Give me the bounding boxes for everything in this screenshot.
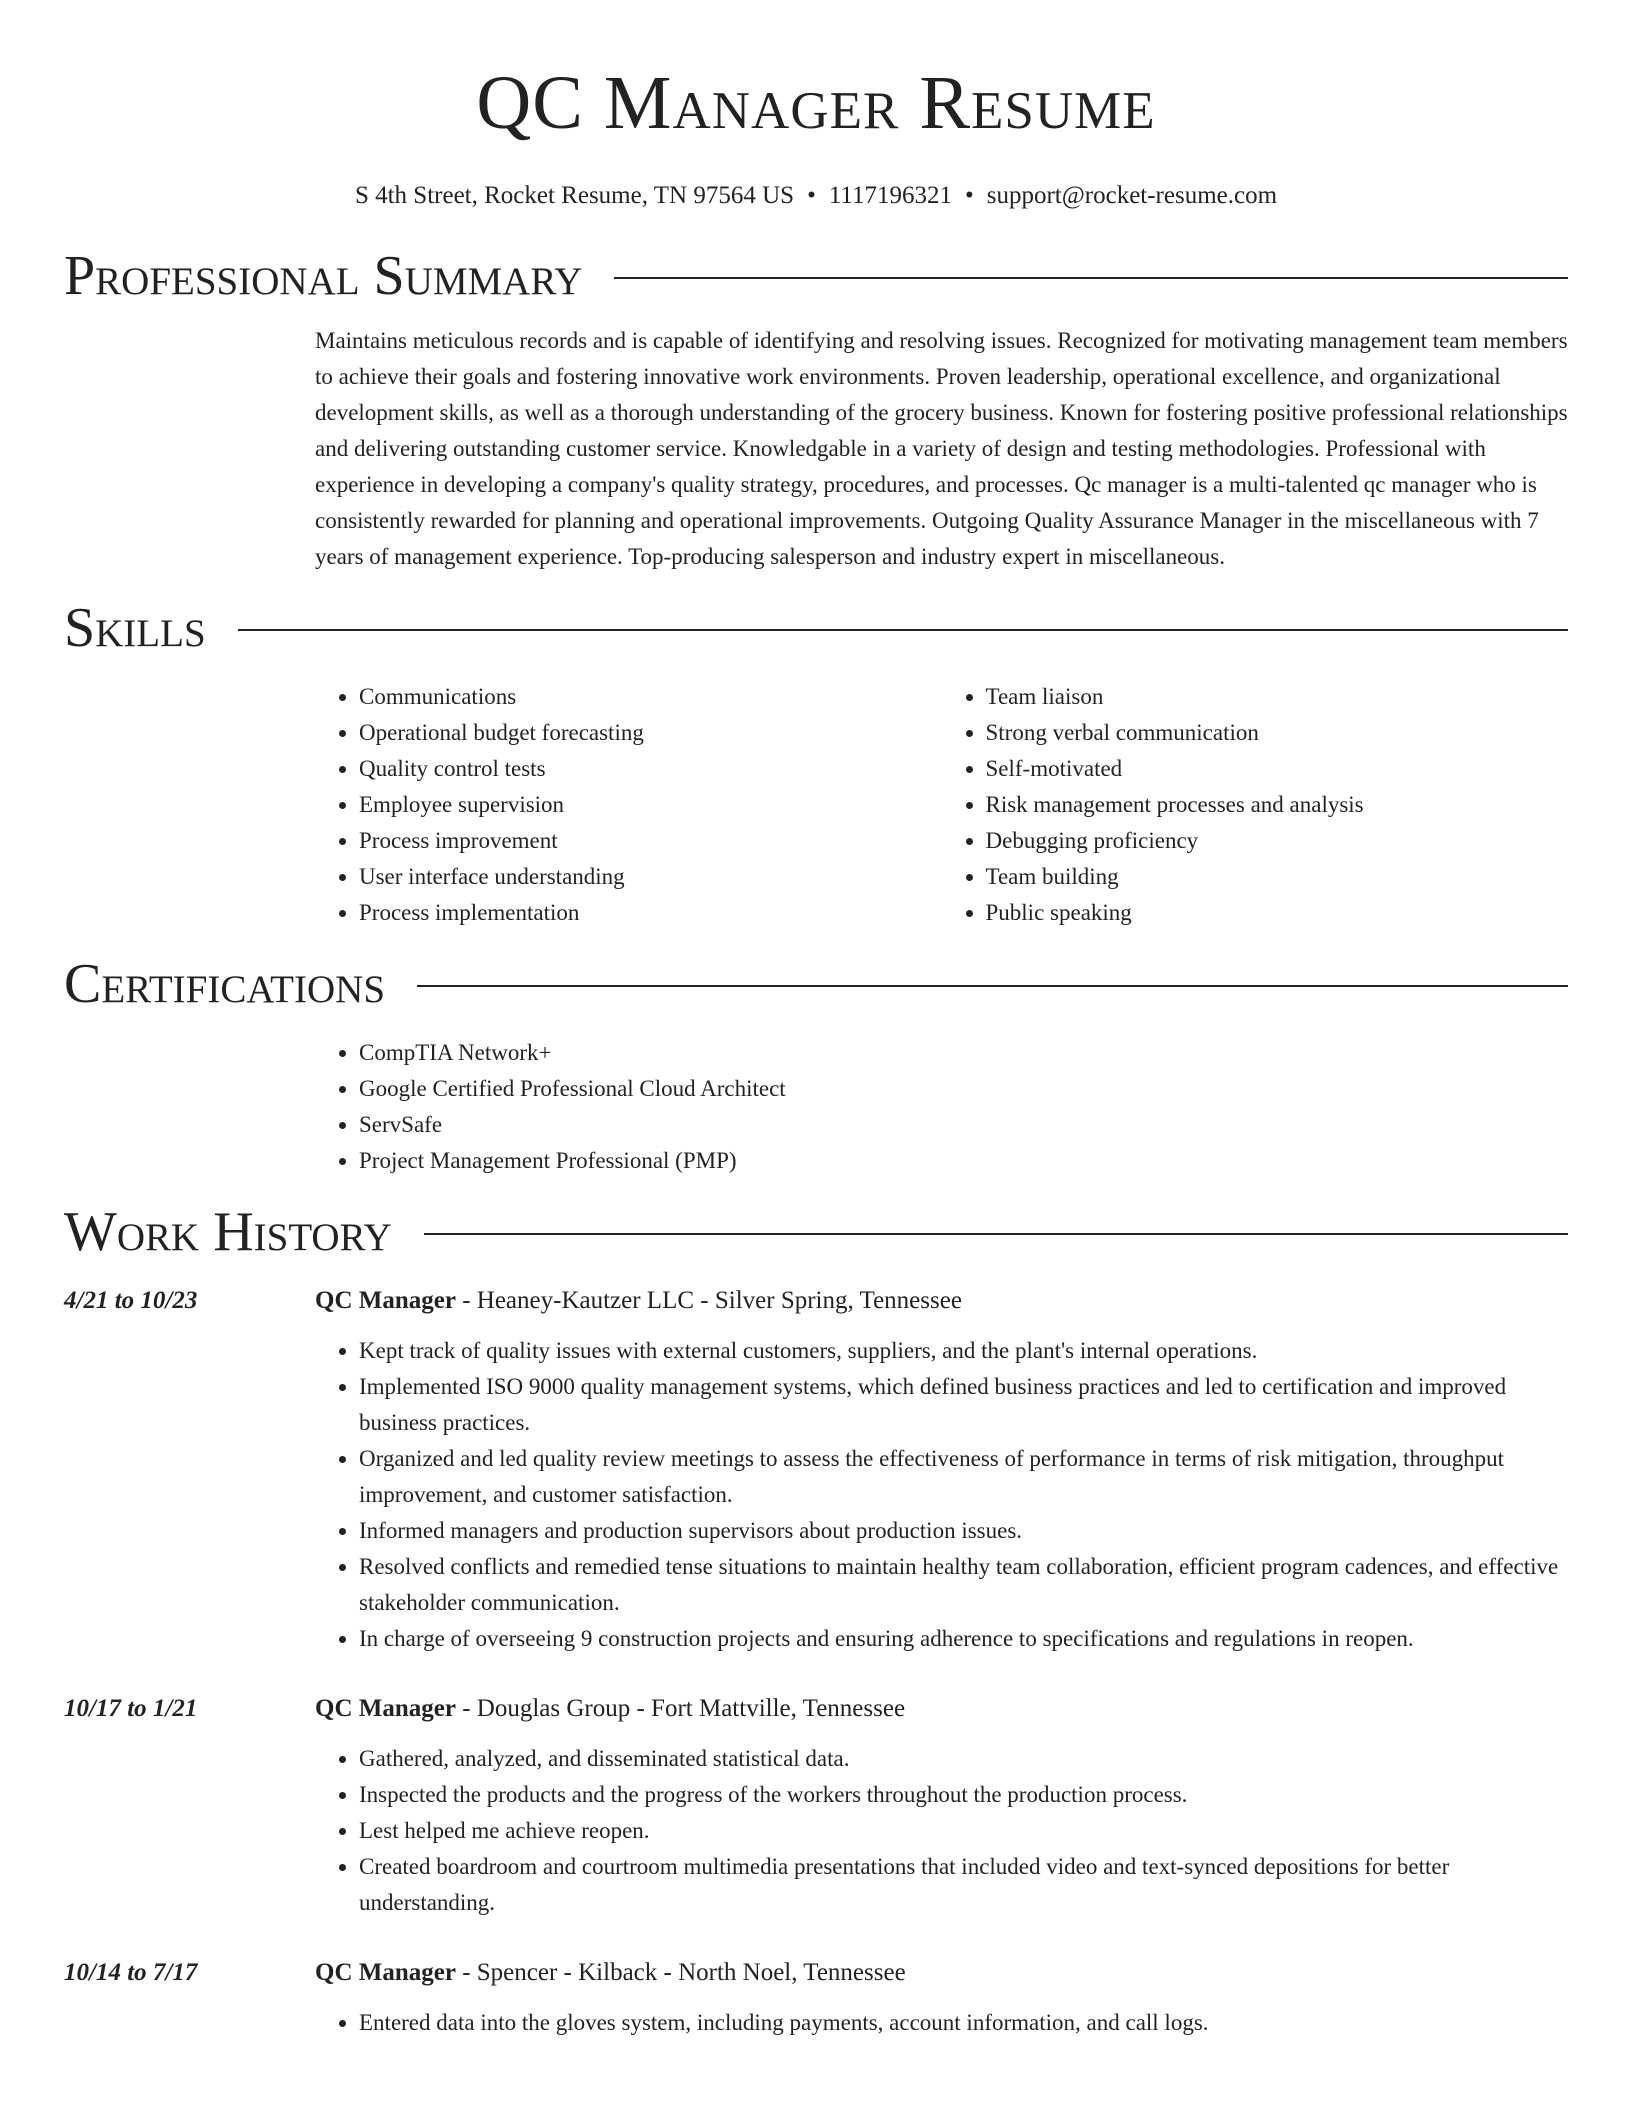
list-item: • Strong verbal communication (986, 715, 1569, 751)
job-dates: 10/17 to 1/21 (64, 1695, 198, 1722)
work-section-header (64, 1199, 1568, 1265)
job-title: QC Manager (315, 1959, 456, 1986)
list-item: • Kept track of quality issues with external customers, suppliers, and the plant's internal operations. (359, 1333, 1568, 1369)
job-employer-location: - Spencer - Kilback - North Noel, Tennessee (455, 1959, 906, 1986)
contact-separator: • (964, 182, 974, 209)
list-item: • Informed managers and production supervisors about production issues. (359, 1513, 1568, 1549)
list-item: • Entered data into the gloves system, including payments, account information, and call logs. (359, 2005, 1568, 2041)
skills-heading: Skills (64, 597, 206, 659)
job-title: QC Manager (315, 1287, 456, 1314)
certifications-list (315, 1035, 1568, 1179)
job-bullet-list (315, 2005, 1568, 2041)
summary-heading: Professional Summary (64, 245, 583, 307)
job-employer-location: - Heaney-Kautzer LLC - Silver Spring, Tennessee (455, 1287, 962, 1314)
certifications-body (315, 1035, 1568, 1179)
job-title: QC Manager (315, 1695, 456, 1722)
skills-grid (315, 679, 1568, 931)
job-dates: 10/14 to 7/17 (64, 1959, 198, 1986)
list-item: • Resolved conflicts and remedied tense situations to maintain healthy team collaboration, efficient program cadences, and effective stakeholder communication. (359, 1549, 1568, 1621)
list-item: • Public speaking (986, 895, 1569, 931)
job-header (64, 1691, 1568, 1727)
list-item: • In charge of overseeing 9 construction projects and ensuring adherence to specifications and regulations in reopen. (359, 1621, 1568, 1657)
job-bullets (315, 1741, 1568, 1921)
job-entry (64, 1955, 1568, 2041)
list-item: • Created boardroom and courtroom multimedia presentations that included video and text-synced depositions for better understanding. (359, 1849, 1568, 1921)
contact-email[interactable]: support@rocket-resume.com (986, 182, 1278, 209)
job-bullets (315, 1333, 1568, 1657)
job-header (64, 1283, 1568, 1319)
list-item: • Risk management processes and analysis (986, 787, 1569, 823)
job-bullet-list (315, 1333, 1568, 1657)
job-entry (64, 1691, 1568, 1921)
skills-list-left (315, 679, 942, 931)
job-bullets (315, 2005, 1568, 2041)
section-divider (417, 985, 1568, 987)
contact-address: S 4th Street, Rocket Resume, TN 97564 US (354, 182, 795, 209)
certifications-heading: Certifications (64, 953, 386, 1015)
section-divider (424, 1233, 1568, 1235)
summary-text: Maintains meticulous records and is capable of identifying and resolving issues. Recognized for motivating management team members to achieve their goals and fostering innovative work environments. Proven leadership, operational excellence, and organizational development skills, as well as a thorough understanding of the grocery business. Known for fostering positive professional relationships and delivering outstanding customer service. Knowledgable in a variety of design and testing methodologies. Professional with experience in developing a company's quality strategy, procedures, and processes. Qc manager is a multi-talented qc manager who is consistently rewarded for planning and operational improvements. Outgoing Quality Assurance Manager in the miscellaneous with 7 years of management experience. Top-producing salesperson and industry expert in miscellaneous. (315, 328, 1568, 569)
list-item: • Organized and led quality review meetings to assess the effectiveness of performance in terms of risk mitigation, throughput improvement, and customer satisfaction. (359, 1441, 1568, 1513)
job-header (64, 1955, 1568, 1991)
list-item: • Team building (986, 859, 1569, 895)
list-item: • Quality control tests (359, 751, 942, 787)
list-item: • Google Certified Professional Cloud Architect (359, 1071, 1568, 1107)
summary-body (315, 323, 1568, 575)
section-divider (238, 629, 1568, 631)
list-item: • User interface understanding (359, 859, 942, 895)
job-info (315, 1283, 962, 1319)
contact-phone: 1117196321 (828, 182, 952, 209)
list-item: • Process implementation (359, 895, 942, 931)
job-dates: 4/21 to 10/23 (64, 1287, 198, 1314)
job-entry (64, 1283, 1568, 1657)
job-bullet-list (315, 1741, 1568, 1921)
list-item: • Inspected the products and the progress of the workers throughout the production process. (359, 1777, 1568, 1813)
list-item: • Lest helped me achieve reopen. (359, 1813, 1568, 1849)
list-item: • ServSafe (359, 1107, 1568, 1143)
list-item: • Team liaison (986, 679, 1569, 715)
skills-list-right (942, 679, 1569, 931)
list-item: • Implemented ISO 9000 quality management systems, which defined business practices and led to certification and improved business practices. (359, 1369, 1568, 1441)
list-item: • Operational budget forecasting (359, 715, 942, 751)
list-item: • Self-motivated (986, 751, 1569, 787)
list-item: • Communications (359, 679, 942, 715)
list-item: • Project Management Professional (PMP) (359, 1143, 1568, 1179)
list-item: • Gathered, analyzed, and disseminated statistical data. (359, 1741, 1568, 1777)
work-heading: Work History (64, 1201, 392, 1263)
list-item: • Process improvement (359, 823, 942, 859)
resume-title: QC Manager Resume (476, 61, 1156, 145)
job-info (315, 1691, 905, 1727)
section-divider (614, 277, 1568, 279)
summary-section-header (64, 243, 1568, 309)
skills-section-header (64, 595, 1568, 661)
job-info (315, 1955, 906, 1991)
list-item: • CompTIA Network+ (359, 1035, 1568, 1071)
contact-separator: • (807, 182, 816, 209)
job-employer-location: - Douglas Group - Fort Mattville, Tennessee (455, 1695, 906, 1722)
resume-page (64, 0, 1568, 2041)
list-item: • Employee supervision (359, 787, 942, 823)
contact-line (64, 180, 1568, 212)
list-item: • Debugging proficiency (986, 823, 1569, 859)
work-history-list (64, 1283, 1568, 2041)
certifications-section-header (64, 951, 1568, 1017)
